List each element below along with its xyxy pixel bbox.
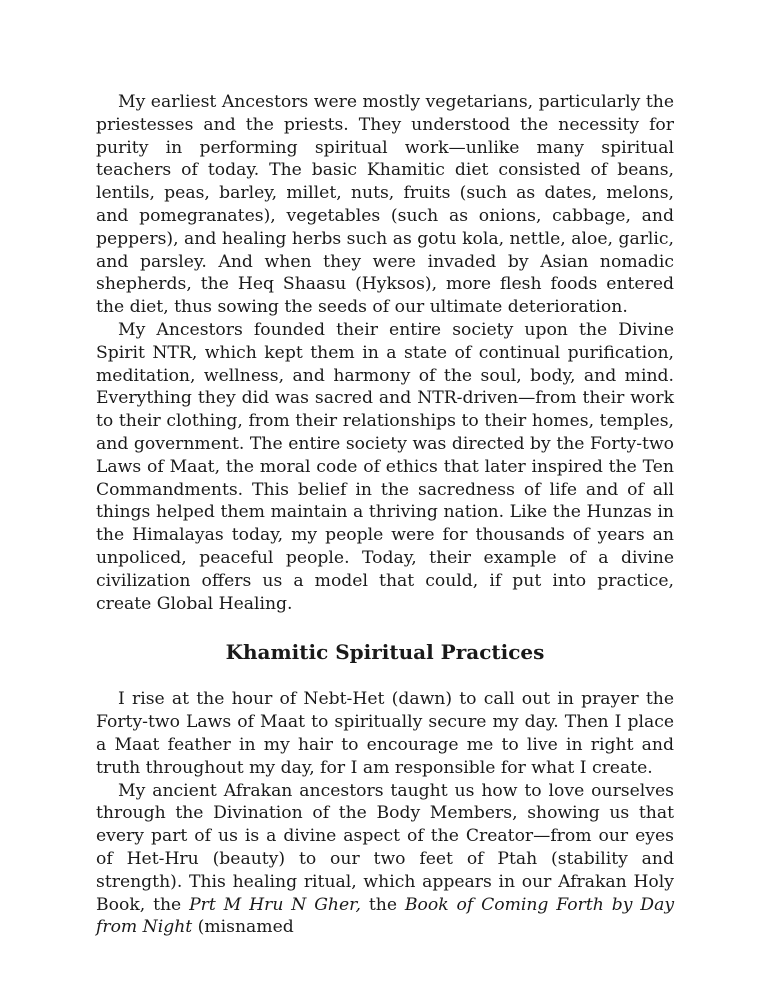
paragraph-ancestors-diet: My earliest Ancestors were mostly vegetarians, particularly the priestesses and the priests. They understood the necessity for purity in performing spiritual work—unlike many spiritual teachers of today. The basic Khamitic diet consisted of beans, lentils, peas, barley, millet, nuts, fruits (such as dates, melons, and pomegranates), vegetables (such as onions, cabbage, and peppers), and healing herbs such as gotu kola, nettle, aloe, garlic, and parsley. And when they were invaded by Asian nomadic shepherds, the Heq Shaasu (Hyksos), more flesh foods entered the diet, thus sowing the seeds of our ultimate deterioration.: [96, 92, 674, 318]
paragraph-text: My ancient Afrakan ancestors taught us how to love ourselves through the Divination of the Body Members, showing us that every part of us is a divine aspect of the Creator—from our eyes of Het-Hru (beauty) to our two feet of Ptah (stability and strength). This healing ritual, which appears in our Afrakan Holy Book, the: [96, 780, 674, 915]
paragraph-text: the: [360, 894, 405, 915]
book-title-italic: Prt M Hru N Gher,: [189, 894, 361, 915]
paragraph-morning-prayer: I rise at the hour of Nebt-Het (dawn) to call out in prayer the Forty-two Laws of Maat to spiritually secure my day. Then I place a Maat feather in my hair to encourage me to live in right and truth throughout my day, for I am responsible for what I create.: [96, 689, 674, 778]
book-page: [96, 91, 674, 939]
paragraph-divine-spirit-ntr: My Ancestors founded their entire society upon the Divine Spirit NTR, which kept them in a state of continual purification, meditation, wellness, and harmony of the soul, body, and mind. Everything they did was sacred and NTR-driven—from their work to their clothing, from their relationships to their homes, temples, and government. The entire society was directed by the Forty-two Laws of Maat, the moral code of ethics that later inspired the Ten Commandments. This belief in the sacredness of life and of all things helped them maintain a thriving nation. Like the Hunzas in the Himalayas today, my people were for thousands of years an unpoliced, peaceful people. Today, their example of a divine civilization offers us a model that could, if put into practice, create Global Healing.: [96, 319, 674, 614]
book-title-italic: Book of Coming Forth by Day from Night: [96, 894, 675, 938]
paragraph-divination-body-members: [96, 780, 674, 940]
section-heading: Khamitic Spiritual Practices: [225, 640, 545, 665]
paragraph-text: (misnamed: [192, 917, 294, 938]
